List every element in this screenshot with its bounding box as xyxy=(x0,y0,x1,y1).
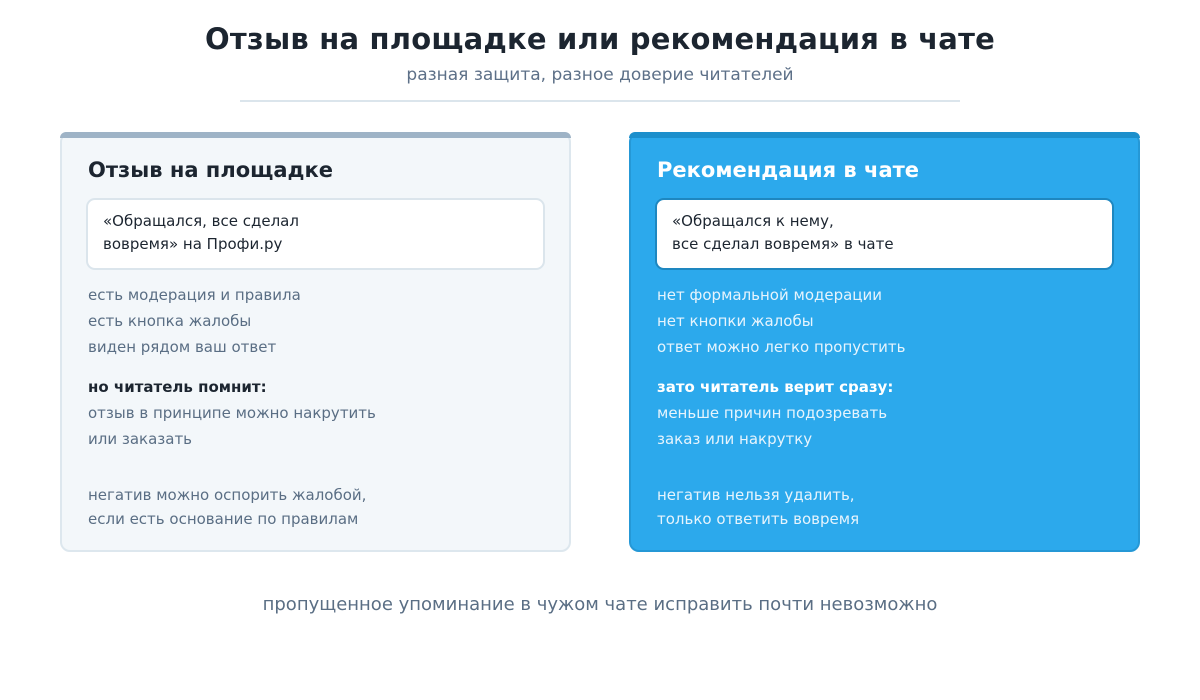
feature-line: виден рядом ваш ответ xyxy=(88,338,277,356)
feature-line: ответ можно легко пропустить xyxy=(657,338,906,356)
caveat-heading: но читатель помнит: xyxy=(88,378,267,396)
card-title: Рекомендация в чате xyxy=(657,158,920,182)
feature-line: нет формальной модерации xyxy=(657,286,883,304)
platform-review-card xyxy=(60,132,571,552)
title-divider xyxy=(240,100,960,102)
card-title: Отзыв на площадке xyxy=(88,158,333,182)
feature-line: есть модерация и правила xyxy=(88,286,301,304)
negative-line: если есть основание по правилам xyxy=(88,510,359,528)
page-subtitle: разная защита, разное доверие читателей xyxy=(406,65,794,85)
quote-box: «Обращался к нему, все сделал вовремя» в чате xyxy=(655,198,1114,270)
negative-line: только ответить вовремя xyxy=(657,510,860,528)
negative-line: негатив можно оспорить жалобой, xyxy=(88,486,367,504)
feature-line: есть кнопка жалобы xyxy=(88,312,252,330)
caveat-line: или заказать xyxy=(88,430,193,448)
caveat-line: меньше причин подозревать xyxy=(657,404,888,422)
page-title: Отзыв на площадке или рекомендация в чате xyxy=(205,22,995,56)
chat-recommendation-card xyxy=(629,132,1140,552)
caveat-heading: зато читатель верит сразу: xyxy=(657,378,894,396)
caveat-line: заказ или накрутку xyxy=(657,430,813,448)
negative-line: негатив нельзя удалить, xyxy=(657,486,855,504)
footer-note: пропущенное упоминание в чужом чате исправить почти невозможно xyxy=(262,594,938,615)
feature-line: нет кнопки жалобы xyxy=(657,312,814,330)
caveat-line: отзыв в принципе можно накрутить xyxy=(88,404,376,422)
quote-box: «Обращался, все сделал вовремя» на Профи.ру xyxy=(86,198,545,270)
